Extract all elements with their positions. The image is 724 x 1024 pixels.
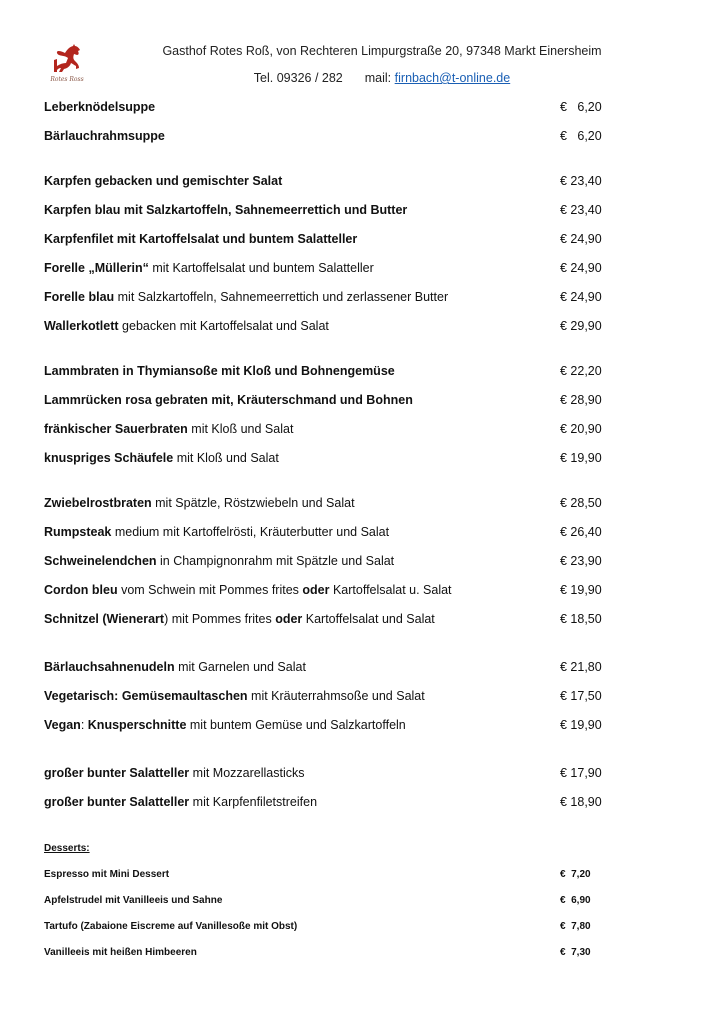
menu-item-name bbox=[44, 362, 395, 380]
menu-item-name-part: Wallerkotlett bbox=[44, 319, 119, 333]
menu-item bbox=[44, 523, 604, 541]
menu-item bbox=[44, 552, 604, 570]
menu-item-name-part: Schnitzel (Wienerart bbox=[44, 612, 165, 626]
menu-item-name-part: vom Schwein mit Pommes frites bbox=[117, 583, 303, 597]
menu-item-name bbox=[44, 127, 165, 145]
address-line: Gasthof Rotes Roß, von Rechteren Limpurgstraße 20, 97348 Markt Einersheim bbox=[162, 44, 602, 58]
menu-item-name-part: Karpfen gebacken und gemischter Salat bbox=[44, 174, 283, 188]
contact-line bbox=[0, 71, 724, 85]
dessert-item-name: Tartufo (Zabaione Eiscreme auf Vanillesoße mit Obst) bbox=[44, 921, 298, 932]
menu-item-name bbox=[44, 172, 282, 190]
menu-item bbox=[44, 494, 604, 512]
menu-item-price: € 18,90 bbox=[560, 795, 602, 809]
menu-item-name-part: Kartoffelsalat und Salat bbox=[302, 612, 435, 626]
menu-item bbox=[44, 716, 604, 734]
menu-item-price: € 19,90 bbox=[560, 451, 602, 465]
menu-item bbox=[44, 391, 604, 409]
menu-item-name bbox=[44, 391, 413, 409]
menu-item bbox=[44, 581, 604, 599]
menu-item-price: € 19,90 bbox=[560, 583, 602, 597]
menu-item-name bbox=[44, 552, 394, 570]
menu-item-name-part: Vegetarisch: Gemüsemaultaschen bbox=[44, 689, 248, 703]
menu-item-price: € 17,90 bbox=[560, 766, 602, 780]
menu-item-price: € 24,90 bbox=[560, 232, 602, 246]
menu-item-name-part: Karpfen blau mit Salzkartoffeln, Sahnemeerrettich und Butter bbox=[44, 203, 408, 217]
desserts-heading: Desserts: bbox=[44, 843, 90, 854]
menu-item-name-part: in Champignonrahm mit Spätzle und Salat bbox=[156, 554, 395, 568]
menu-item-name-part: mit Kloß und Salat bbox=[187, 422, 294, 436]
menu-item-price: € 23,40 bbox=[560, 203, 602, 217]
menu-item-name bbox=[44, 581, 452, 599]
menu-item-price: € 6,20 bbox=[560, 129, 602, 143]
menu-item-price: € 23,90 bbox=[560, 554, 602, 568]
menu-item-price: € 29,90 bbox=[560, 319, 602, 333]
menu-item-name-part: ) mit Pommes frites bbox=[164, 612, 276, 626]
dessert-item-price: € 6,90 bbox=[560, 895, 591, 906]
menu-item-name-part: : bbox=[80, 718, 88, 732]
menu-item-name bbox=[44, 764, 304, 782]
dessert-item-name: Vanilleeis mit heißen Himbeeren bbox=[44, 947, 197, 958]
menu-item bbox=[44, 259, 604, 277]
menu-item bbox=[44, 658, 604, 676]
dessert-item-price: € 7,20 bbox=[560, 869, 591, 880]
menu-item bbox=[44, 230, 604, 248]
menu-item-name-part: Karpfenfilet mit Kartoffelsalat und buntem Salatteller bbox=[44, 232, 358, 246]
menu-item-price: € 19,90 bbox=[560, 718, 602, 732]
menu-item-name-part: Lammrücken rosa gebraten mit, Kräuterschmand und Bohnen bbox=[44, 393, 413, 407]
menu-item-name bbox=[44, 610, 435, 628]
mail-label: mail: bbox=[364, 71, 392, 85]
menu-item bbox=[44, 288, 604, 306]
menu-item-name bbox=[44, 201, 407, 219]
menu-item-name bbox=[44, 288, 448, 306]
dessert-item bbox=[44, 894, 604, 908]
menu-item-name-part: Rumpsteak bbox=[44, 525, 112, 539]
menu-item-name bbox=[44, 687, 425, 705]
menu-item-name-part: medium mit Kartoffelrösti, Kräuterbutter und Salat bbox=[111, 525, 390, 539]
menu-item-name-part: Leberknödelsuppe bbox=[44, 100, 156, 114]
menu-item-name-part: Cordon bleu bbox=[44, 583, 118, 597]
menu-item-name bbox=[44, 494, 355, 512]
menu-item-price: € 22,20 bbox=[560, 364, 602, 378]
menu-item-name bbox=[44, 317, 329, 335]
email-link[interactable]: firnbach@t-online.de bbox=[394, 71, 511, 85]
menu-item-name-part: mit Kloß und Salat bbox=[173, 451, 279, 465]
dessert-item bbox=[44, 920, 604, 934]
menu-item-price: € 18,50 bbox=[560, 612, 602, 626]
menu-item-name-part: mit Spätzle, Röstzwiebeln und Salat bbox=[151, 496, 355, 510]
menu-item-name-part: Zwiebelrostbraten bbox=[44, 496, 152, 510]
menu-item bbox=[44, 610, 604, 628]
dessert-item-name: Espresso mit Mini Dessert bbox=[44, 869, 170, 880]
menu-item-name-part: Vegan bbox=[44, 718, 81, 732]
logo-text: Rotes Ross bbox=[50, 76, 84, 83]
menu-item-name bbox=[44, 230, 357, 248]
menu-item-price: € 26,40 bbox=[560, 525, 602, 539]
menu-item-name-part: Lammbraten in Thymiansoße mit Kloß und Bohnengemüse bbox=[44, 364, 395, 378]
menu-item-name bbox=[44, 658, 306, 676]
menu-item-price: € 28,90 bbox=[560, 393, 602, 407]
menu-item-name-part: großer bunter Salatteller bbox=[44, 795, 190, 809]
menu-item-name-part: fränkischer Sauerbraten bbox=[44, 422, 188, 436]
dessert-item-price: € 7,30 bbox=[560, 947, 591, 958]
menu-item-price: € 20,90 bbox=[560, 422, 602, 436]
menu-item-name bbox=[44, 259, 374, 277]
menu-item-price: € 23,40 bbox=[560, 174, 602, 188]
menu-item-name-part: Forelle blau bbox=[44, 290, 115, 304]
menu-item bbox=[44, 98, 604, 116]
menu-item bbox=[44, 201, 604, 219]
menu-item-name-part: mit Salzkartoffeln, Sahnemeerrettich und zerlassener Butter bbox=[114, 290, 449, 304]
menu-item-name-part: großer bunter Salatteller bbox=[44, 766, 190, 780]
menu-item bbox=[44, 449, 604, 467]
menu-item bbox=[44, 687, 604, 705]
menu-item-name bbox=[44, 420, 293, 438]
menu-item bbox=[44, 127, 604, 145]
menu-item-price: € 24,90 bbox=[560, 261, 602, 275]
menu-item-price: € 6,20 bbox=[560, 100, 602, 114]
menu-item bbox=[44, 317, 604, 335]
menu-item-name-part: mit Kräuterrahmsoße und Salat bbox=[247, 689, 425, 703]
menu-item-name bbox=[44, 523, 389, 541]
dessert-item-price: € 7,80 bbox=[560, 921, 591, 932]
menu-item-name-part: Forelle „Müllerin“ bbox=[44, 261, 149, 275]
menu-item-name bbox=[44, 98, 155, 116]
dessert-item bbox=[44, 946, 604, 960]
menu-item bbox=[44, 793, 604, 811]
dessert-item-name: Apfelstrudel mit Vanilleeis und Sahne bbox=[44, 895, 223, 906]
menu-item-price: € 17,50 bbox=[560, 689, 602, 703]
menu-item-price: € 28,50 bbox=[560, 496, 602, 510]
menu-item-name-part: Kartoffelsalat u. Salat bbox=[329, 583, 452, 597]
menu-item-name-part: mit Garnelen und Salat bbox=[174, 660, 306, 674]
menu-item-name-part: knuspriges Schäufele bbox=[44, 451, 174, 465]
menu-item-name-part: mit buntem Gemüse und Salzkartoffeln bbox=[186, 718, 406, 732]
menu-item-name bbox=[44, 793, 317, 811]
menu-item-name-part: mit Karpfenfiletstreifen bbox=[189, 795, 318, 809]
menu-item bbox=[44, 420, 604, 438]
menu-item bbox=[44, 764, 604, 782]
dessert-item bbox=[44, 868, 604, 882]
menu-item-name-part: oder bbox=[275, 612, 303, 626]
menu-item bbox=[44, 172, 604, 190]
menu-item-name-part: Schweinelendchen bbox=[44, 554, 157, 568]
menu-item-price: € 24,90 bbox=[560, 290, 602, 304]
menu-item-name-part: Bärlauchrahmsuppe bbox=[44, 129, 165, 143]
menu-item-name bbox=[44, 716, 406, 734]
menu-item-price: € 21,80 bbox=[560, 660, 602, 674]
menu-item-name bbox=[44, 449, 279, 467]
menu-item-name-part: mit Kartoffelsalat und buntem Salatteller bbox=[148, 261, 374, 275]
menu-item-name-part: Knusperschnitte bbox=[87, 718, 187, 732]
menu-item-name-part: oder bbox=[302, 583, 330, 597]
menu-item-name-part: gebacken mit Kartoffelsalat und Salat bbox=[118, 319, 329, 333]
menu-item-name-part: Bärlauchsahnenudeln bbox=[44, 660, 175, 674]
phone: Tel. 09326 / 282 bbox=[253, 71, 343, 85]
menu-item bbox=[44, 362, 604, 380]
menu-item-name-part: mit Mozzarellasticks bbox=[189, 766, 305, 780]
